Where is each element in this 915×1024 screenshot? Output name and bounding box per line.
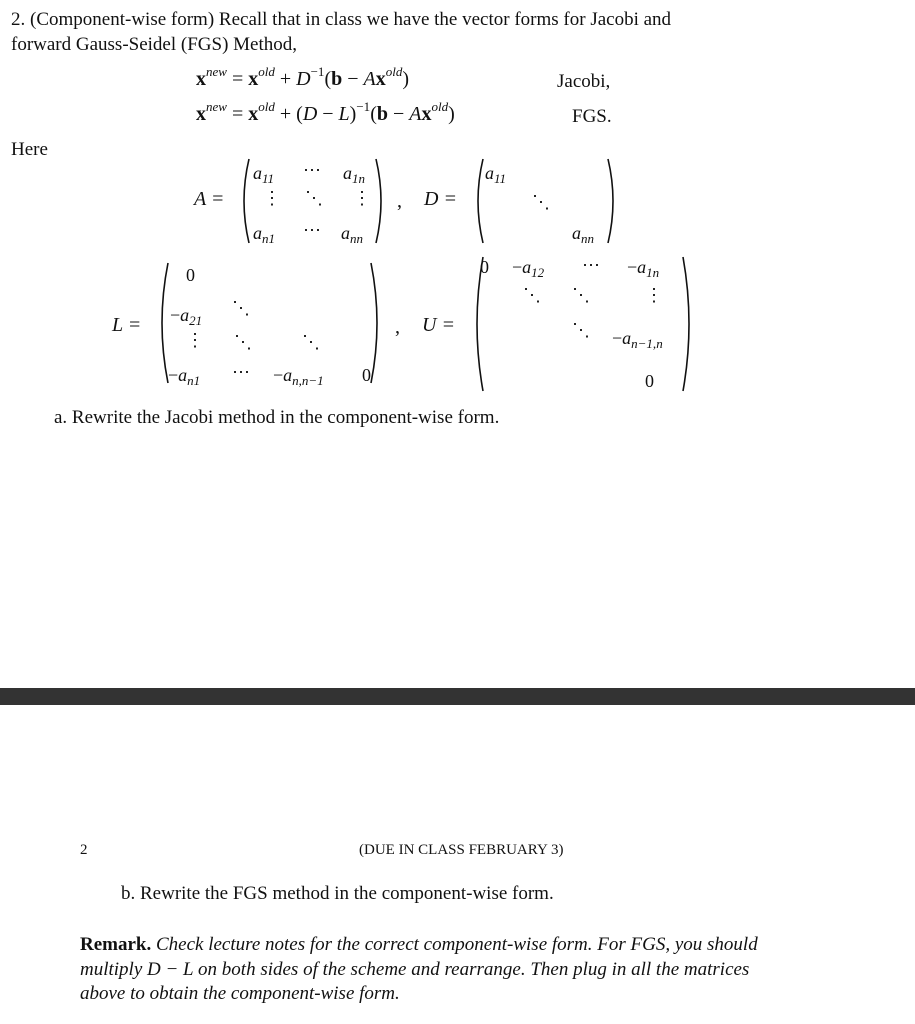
matrix-l-entry: 0 [186,265,195,285]
vdots: ⋮ [263,188,281,208]
right-paren [375,158,387,244]
matrix-d-entry: $a_{nn}$ [572,223,594,246]
right-paren [370,262,384,384]
matrix-u-entry: $-a_{12}$ [512,257,545,280]
matrix-l-label: L = [112,314,142,336]
comma: , [397,190,402,212]
remark-line2: multiply D − L on both sides of the scheme and rearrange. Then plug in all the matrices [80,959,750,980]
jacobi-equation: $x^{new} = x^{old} + D^{-1}(b - Ax^{old})$ [196,64,410,90]
matrix-d-entry: $a_{11}$ [485,163,507,186]
ddots: ⋱ [523,285,541,305]
matrix-u-entry: 0 [645,371,654,391]
matrix-a-entry: $a_{nn}$ [341,223,363,246]
matrix-a-entry: $a_{1n}$ [343,163,365,186]
matrix-a-entry: $a_{11}$ [253,163,275,186]
left-paren [238,158,250,244]
comma: , [395,316,400,338]
matrix-u-entry: $-a_{1n}$ [627,257,660,280]
hdots: ⋯ [582,255,600,275]
page-separator [0,688,915,705]
hdots: ⋯ [232,362,250,382]
problem-statement-line1: 2. (Component-wise form) Recall that in class we have the vector forms for Jacobi and [11,9,672,30]
matrix-u-entry: $-a_{n-1,n}$ [612,328,663,351]
right-paren [607,158,619,244]
matrix-l-entry: 0 [362,365,371,385]
matrix-l-entry: $-a_{n1}$ [168,365,201,388]
matrix-a-entry: $a_{n1}$ [253,223,275,246]
fgs-equation: $x^{new} = x^{old} + (D - L)^{-1}(b - Ax^{old})$ [196,99,455,125]
vdots: ⋮ [353,188,371,208]
left-paren [472,158,484,244]
page-number: 2 [80,842,88,858]
matrix-u-entry: 0 [480,257,489,277]
remark-line1: Remark. Check lecture notes for the correct component-wise form. For FGS, you should [80,934,758,955]
problem-statement-line2: forward Gauss-Seidel (FGS) Method, [11,34,298,55]
part-b-question: b. Rewrite the FGS method in the component-wise form. [121,883,554,904]
fgs-label: FGS. [572,106,612,127]
ddots: ⋱ [305,188,323,208]
jacobi-label: Jacobi, [557,71,611,92]
ddots: ⋱ [572,320,590,340]
hdots: ⋯ [303,160,321,180]
matrix-l-entry: $-a_{n,n-1}$ [273,365,324,388]
remark-line3: above to obtain the component-wise form. [80,983,400,1004]
here-text: Here [11,139,48,160]
ddots: ⋱ [234,332,252,352]
ddots: ⋱ [302,332,320,352]
matrix-l-entry: $-a_{21}$ [170,305,203,328]
ddots: ⋱ [572,285,590,305]
due-date-header: (DUE IN CLASS FEBRUARY 3) [359,842,564,858]
matrix-d-label: D = [424,188,457,210]
vdots: ⋮ [645,285,663,305]
left-paren [155,262,169,384]
remark-title: Remark. [80,934,152,955]
part-a-question: a. Rewrite the Jacobi method in the component-wise form. [54,407,500,428]
matrix-a-label: A = [194,188,225,210]
matrix-u-label: U = [422,314,455,336]
right-paren [682,256,696,392]
ddots: ⋱ [232,298,250,318]
ddots: ⋱ [532,192,550,212]
hdots: ⋯ [303,220,321,240]
vdots: ⋮ [186,330,204,350]
